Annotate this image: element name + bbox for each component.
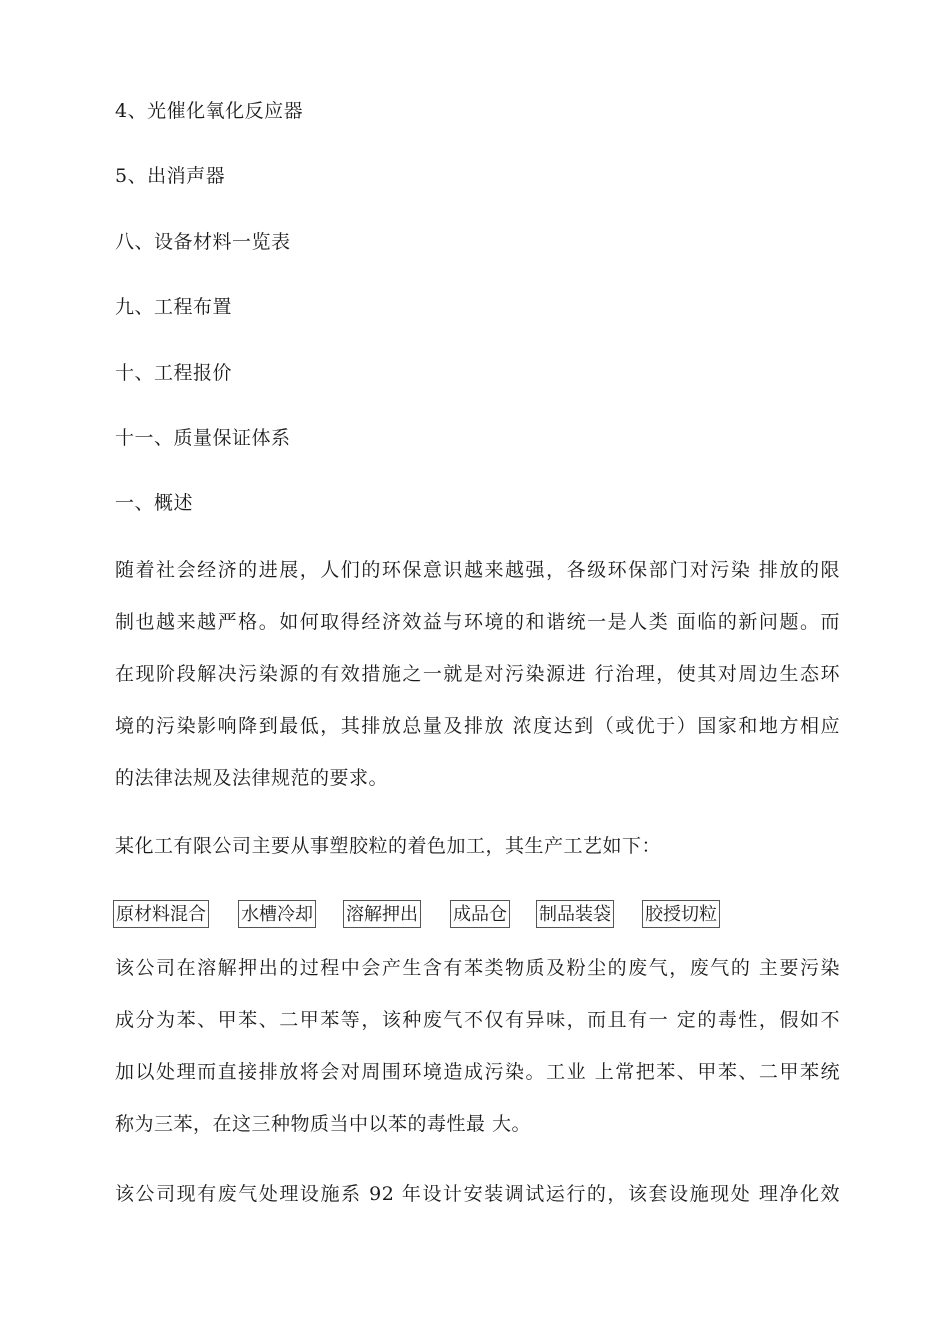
process-step-box: 胶授切粒 bbox=[642, 900, 720, 928]
section-heading-overview: 一、概述 bbox=[115, 492, 194, 514]
paragraph-line: 的法律法规及法律规范的要求。 bbox=[115, 767, 389, 789]
toc-item-11: 十一、质量保证体系 bbox=[115, 427, 291, 449]
paragraph-line: 随着社会经济的进展，人们的环保意识越来越强，各级环保部门对污染 排放的限 bbox=[115, 559, 840, 581]
process-step-box: 制品装袋 bbox=[536, 900, 614, 928]
process-step-box: 水槽冷却 bbox=[238, 900, 316, 928]
process-step-box: 溶解押出 bbox=[343, 900, 421, 928]
paragraph-existing-facility bbox=[115, 1168, 840, 1220]
toc-item-8: 八、设备材料一览表 bbox=[115, 231, 291, 253]
paragraph-emissions bbox=[115, 942, 840, 1150]
toc-item-5: 5、出消声器 bbox=[115, 165, 226, 187]
paragraph-line: 该公司在溶解押出的过程中会产生含有苯类物质及粉尘的废气，废气的 主要污染 bbox=[115, 957, 840, 979]
paragraph-process-intro: 某化工有限公司主要从事塑胶粒的着色加工，其生产工艺如下： bbox=[115, 835, 662, 857]
paragraph-line: 制也越来越严格。如何取得经济效益与环境的和谐统一是人类 面临的新问题。而 bbox=[115, 611, 840, 633]
paragraph-line: 加以处理而直接排放将会对周围环境造成污染。工业 上常把苯、甲苯、二甲苯统 bbox=[115, 1061, 840, 1083]
paragraph-line: 该公司现有废气处理设施系 92 年设计安装调试运行的，该套设施现处 理净化效 bbox=[115, 1183, 840, 1205]
process-step-box: 原材料混合 bbox=[113, 900, 209, 928]
process-step-box: 成品仓 bbox=[450, 900, 510, 928]
toc-item-9: 九、工程布置 bbox=[115, 296, 233, 318]
paragraph-line: 境的污染影响降到最低，其排放总量及排放 浓度达到（或优于）国家和地方相应 bbox=[115, 715, 840, 737]
toc-item-4: 4、光催化氧化反应器 bbox=[115, 100, 304, 122]
paragraph-line: 称为三苯，在这三种物质当中以苯的毒性最 大。 bbox=[115, 1113, 532, 1135]
paragraph-line: 成分为苯、甲苯、二甲苯等，该种废气不仅有异味，而且有一 定的毒性，假如不 bbox=[115, 1009, 840, 1031]
paragraph-line: 在现阶段解决污染源的有效措施之一就是对污染源进 行治理，使其对周边生态环 bbox=[115, 663, 840, 685]
paragraph-background bbox=[115, 544, 840, 804]
toc-item-10: 十、工程报价 bbox=[115, 362, 233, 384]
